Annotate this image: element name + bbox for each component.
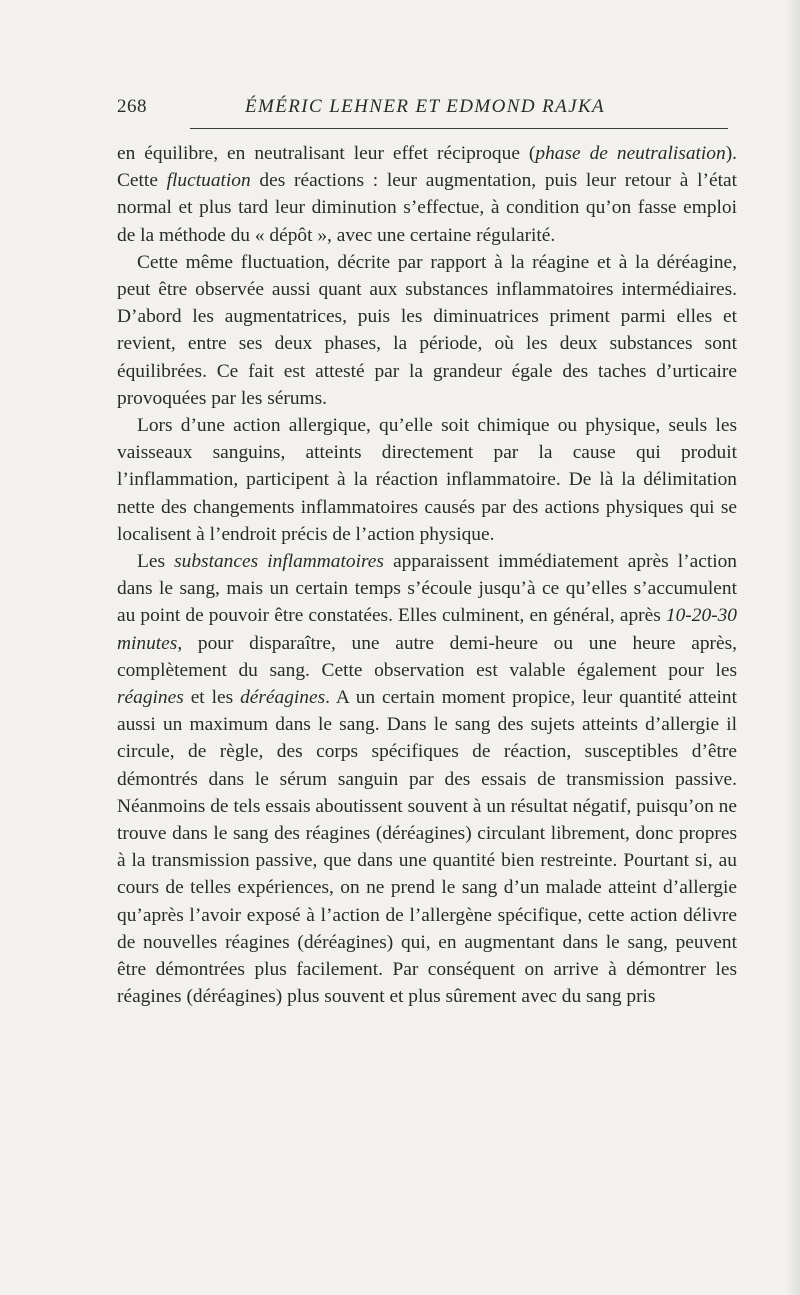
text-segment: des réactions : leur augmentation, puis leur retour à l’état normal et plus tard leur diminution s’effectue, à condition qu’on fasse emploi de la méthode du « dépôt », avec une certaine régularité. [117,170,737,246]
text-segment: et les [183,687,241,709]
header-title: ÉMÉRIC LEHNER ET EDMOND RAJKA [245,96,606,117]
text-segment: , pour disparaître, une autre demi-heure ou une heure après, complètement du sang. Cette observation est valable également pour les [117,632,737,681]
text-segment: . A un certain moment propice, leur quantité atteint aussi un maximum dans le sang. Dans le sang des sujets atteints d’allergie il circule, de règle, des corps spécifiques de réaction, susceptibles d’être démontrés dans le sérum sanguin par des essais de transmission passive. Néanmoins de tels essais aboutissent souvent à un résultat négatif, puisqu’on ne trouve dans le sang des réagines (déréagines) circulant librement, donc propres à la transmission passive, que dans une quantité bien restreinte. Pourtant si, au cours de telles expériences, on ne prend le sang d’un malade atteint d’allergie qu’après l’avoir exposé à l’action de l’allergène spécifique, cette action délivre de nouvelles réagines (déréagines) qui, en augmentant dans le sang, peuvent être démontrées plus facilement. Par conséquent on arrive à démontrer les réagines (déréagines) plus souvent et plus sûrement avec du sang pris [117,687,737,1008]
page-number: 268 [117,96,147,117]
paragraph [117,412,737,548]
paragraph [117,249,737,412]
text-segment: Lors d’une action allergique, qu’elle soit chimique ou physique, seuls les vaisseaux sanguins, atteints directement par la cause qui produit l’inflammation, participent à la réaction inflammatoire. De là la délimitation nette des changements inflammatoires causés par des actions physiques qui se localisent à l’endroit précis de l’action physique. [117,415,737,545]
paragraph [117,548,737,1010]
body-text [117,140,737,1011]
text-segment: apparaissent immédiatement après l’action dans le sang, mais un certain temps s’écoule jusqu’à ce qu’elles s’accumulent au point de pouvoir être constatées. Elles culminent, en général, après [117,551,737,627]
italic-text-segment: fluctuation [166,170,251,192]
text-segment: Les [137,551,175,573]
text-segment: en équilibre, en neutralisant leur effet réciproque ( [117,143,536,164]
page-edge-shadow [786,0,800,1295]
running-header [117,96,727,122]
italic-text-segment: déréagines [240,687,326,709]
italic-text-segment: substances inflammatoires [174,551,384,573]
paragraph [117,140,737,249]
italic-text-segment: réagines [117,687,184,709]
header-rule [190,128,728,129]
italic-text-segment: 10-20-30 minutes [117,605,737,654]
italic-text-segment: phase de neutralisation [535,143,726,164]
text-segment: ). Cette [117,143,737,192]
text-segment: Cette même fluctuation, décrite par rapport à la réagine et à la déréagine, peut être observée aussi quant aux substances inflammatoires intermédiaires. D’abord les augmentatrices, puis les diminuatrices priment parmi elles et revient, entre ses deux phases, la période, où les deux substances sont équilibrées. Ce fait est attesté par la grandeur égale des taches d’urticaire provoquées par les sérums. [117,251,737,409]
